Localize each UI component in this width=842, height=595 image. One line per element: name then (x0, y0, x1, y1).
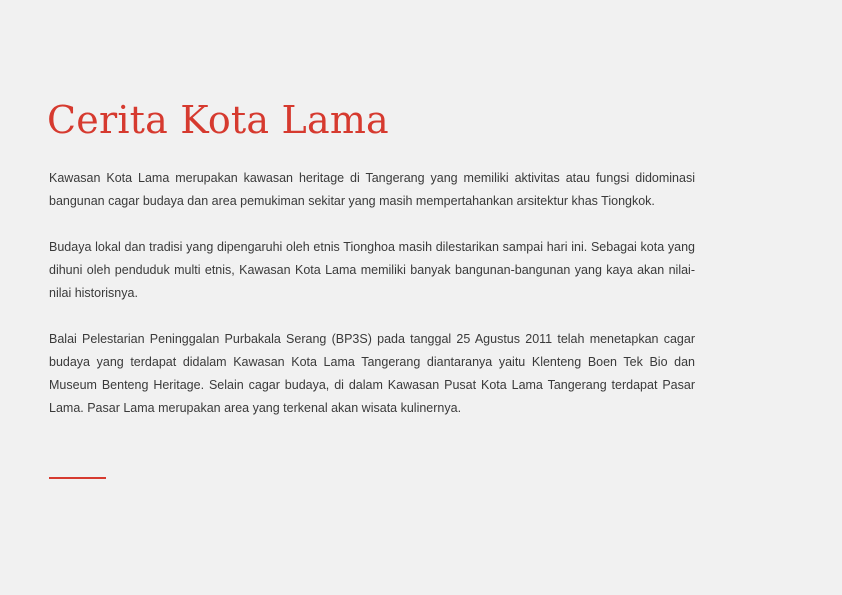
paragraph: Budaya lokal dan tradisi yang dipengaruhi oleh etnis Tionghoa masih dilestarikan sampai hari ini. Sebagai kota yang dihuni oleh penduduk multi etnis, Kawasan Kota Lama memiliki banyak bangunan-bangunan yang kaya akan nilai-nilai historisnya. (49, 240, 695, 300)
paragraph: Kawasan Kota Lama merupakan kawasan heritage di Tangerang yang memiliki aktivitas atau fungsi didominasi bangunan cagar budaya dan area pemukiman sekitar yang masih mempertahankan arsitektur khas Tiongkok. (49, 171, 695, 208)
page-title: Cerita Kota Lama (47, 98, 389, 142)
accent-divider (49, 477, 106, 479)
paragraph: Balai Pelestarian Peninggalan Purbakala Serang (BP3S) pada tanggal 25 Agustus 2011 telah menetapkan cagar budaya yang terdapat didalam Kawasan Kota Lama Tangerang diantaranya yaitu Klenteng Boen Tek Bio dan Museum Benteng Heritage. Selain cagar budaya, di dalam Kawasan Pusat Kota Lama Tangerang terdapat Pasar Lama. Pasar Lama merupakan area yang terkenal akan wisata kulinernya. (49, 332, 695, 415)
article-body (49, 167, 695, 443)
